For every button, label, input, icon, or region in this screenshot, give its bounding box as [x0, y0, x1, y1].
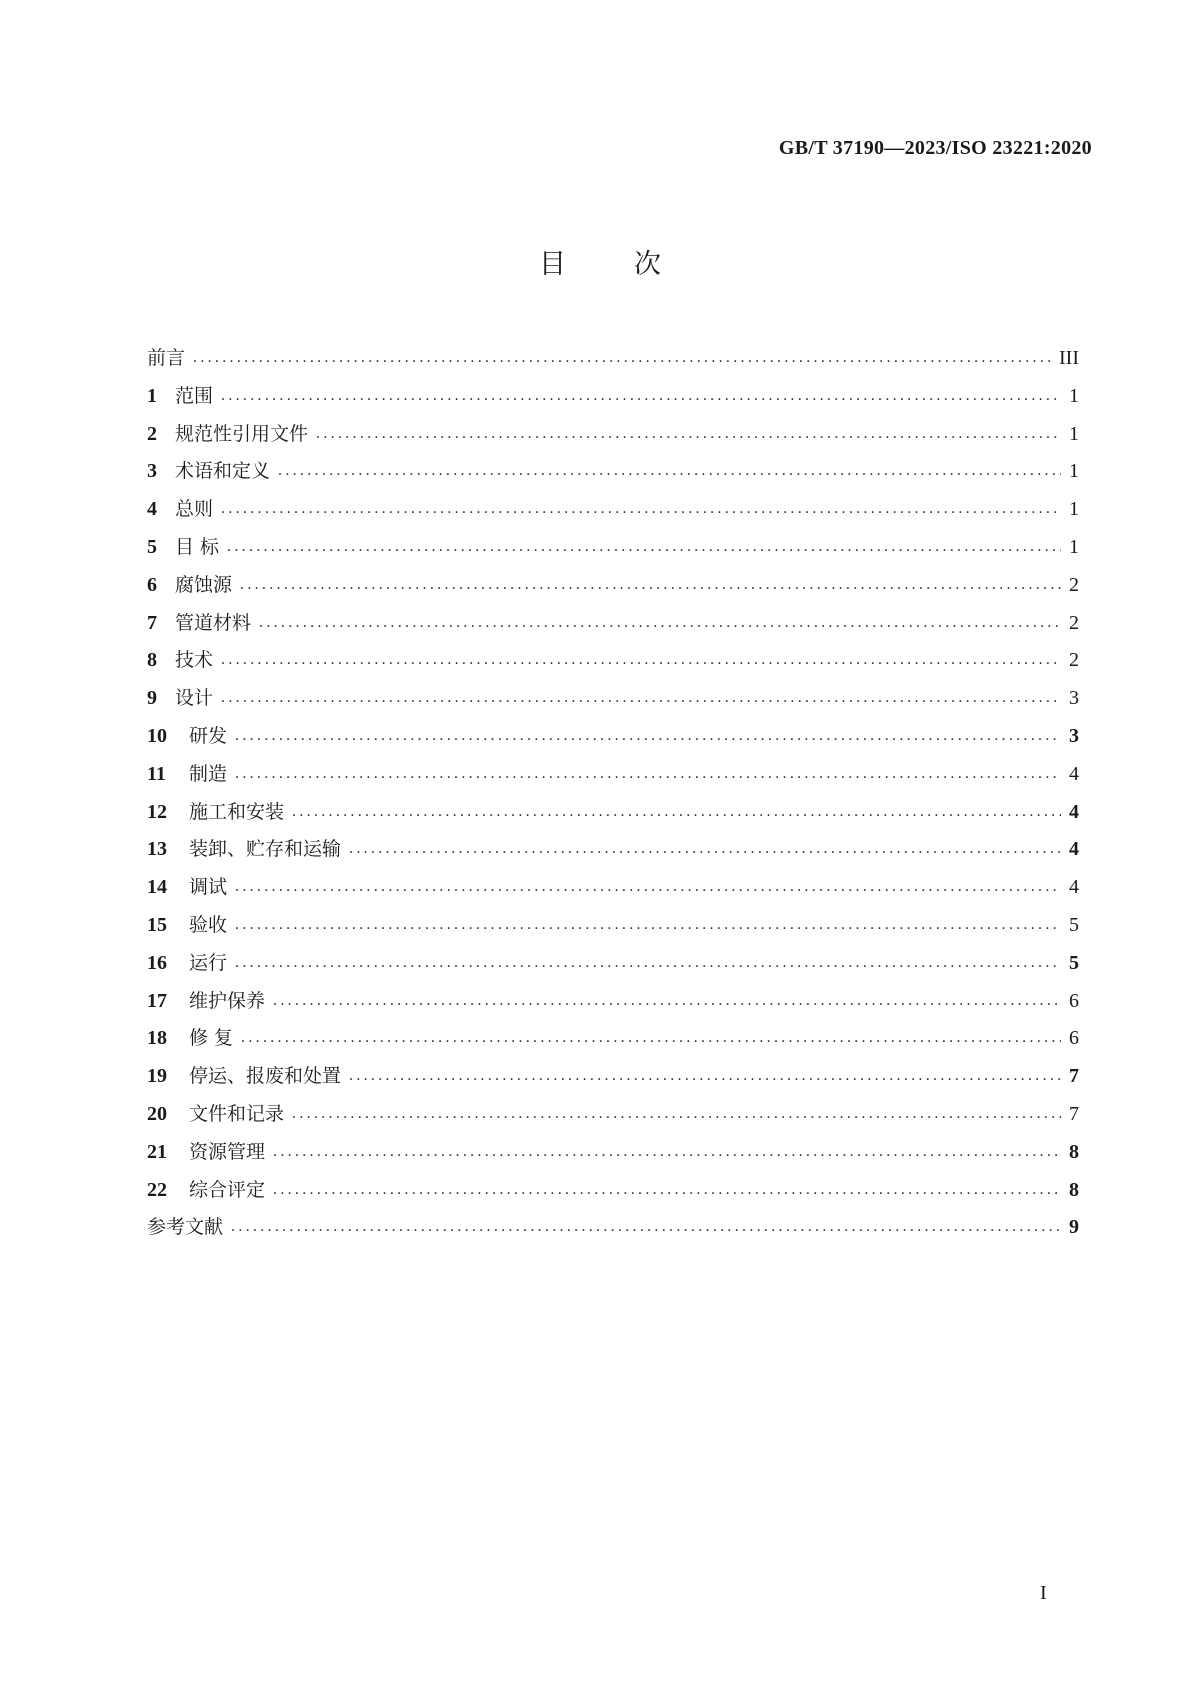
toc-entry-page: 4 [1069, 838, 1079, 861]
toc-entry-label: 范围 [175, 384, 214, 407]
toc-entry-number: 12 [147, 800, 167, 823]
toc-leader-dots [235, 868, 1061, 906]
toc-entry-number: 17 [147, 989, 167, 1012]
toc-entry[interactable] [147, 1020, 1079, 1058]
toc-entry[interactable] [147, 340, 1079, 378]
toc-entry-page: 7 [1069, 1102, 1079, 1125]
toc-leader-dots [235, 717, 1061, 755]
toc-entry-page: 4 [1069, 762, 1079, 785]
toc-entry-page: 2 [1069, 649, 1079, 672]
toc-entry-page: 2 [1069, 611, 1079, 634]
toc-entry-label: 前言 [147, 347, 186, 369]
toc-entry-page: 3 [1069, 724, 1079, 747]
page-number: I [1040, 1582, 1047, 1604]
toc-entry-label: 验收 [189, 913, 228, 936]
toc-entry-label: 施工和安装 [189, 800, 285, 823]
toc-entry-number: 10 [147, 724, 167, 747]
table-of-contents [147, 340, 1079, 1247]
toc-entry-number: 1 [147, 384, 157, 407]
toc-entry-page: 5 [1069, 913, 1079, 936]
toc-entry-number: 21 [147, 1140, 167, 1163]
toc-entry-number: 18 [147, 1027, 167, 1050]
toc-entry-label: 规范性引用文件 [175, 422, 309, 445]
toc-entry[interactable] [147, 718, 1079, 756]
toc-leader-dots [240, 566, 1061, 604]
toc-entry-label: 综合评定 [189, 1178, 266, 1201]
toc-entry[interactable] [147, 680, 1079, 718]
toc-leader-dots [221, 377, 1061, 415]
toc-leader-dots [235, 944, 1061, 982]
toc-entry[interactable] [147, 794, 1079, 832]
toc-leader-dots [273, 1171, 1061, 1209]
toc-leader-dots [259, 604, 1061, 642]
toc-leader-dots [231, 1208, 1061, 1246]
toc-entry-label: 修 复 [189, 1027, 234, 1050]
page-title [0, 242, 1200, 281]
toc-entry-number: 4 [147, 498, 157, 521]
toc-entry-label: 总则 [175, 498, 214, 521]
toc-entry[interactable] [147, 567, 1079, 605]
toc-entry-label: 制造 [189, 762, 228, 785]
toc-leader-dots [193, 339, 1053, 377]
toc-leader-dots [273, 982, 1061, 1020]
toc-leader-dots [221, 641, 1061, 679]
page-title-char-1: 目 [539, 249, 566, 280]
toc-entry-page: 7 [1069, 1065, 1079, 1088]
toc-entry-number: 22 [147, 1178, 167, 1201]
toc-entry[interactable] [147, 605, 1079, 643]
toc-entry-page: 8 [1069, 1140, 1079, 1163]
page-title-char-2: 次 [634, 249, 661, 280]
toc-entry-number: 16 [147, 951, 167, 974]
toc-leader-dots [349, 1057, 1061, 1095]
toc-entry[interactable] [147, 756, 1079, 794]
toc-entry[interactable] [147, 1058, 1079, 1096]
toc-entry-number: 20 [147, 1102, 167, 1125]
toc-entry[interactable] [147, 1096, 1079, 1134]
toc-entry[interactable] [147, 378, 1079, 416]
toc-entry-page: 2 [1069, 573, 1079, 596]
toc-entry-page: 4 [1069, 876, 1079, 899]
toc-entry-number: 14 [147, 876, 167, 899]
toc-entry[interactable] [147, 1172, 1079, 1210]
toc-entry-label: 调试 [189, 876, 228, 899]
toc-entry-label: 设计 [175, 687, 214, 710]
toc-entry-number: 15 [147, 913, 167, 936]
toc-entry-page: 4 [1069, 800, 1079, 823]
toc-leader-dots [278, 452, 1061, 490]
toc-entry-number: 6 [147, 573, 157, 596]
toc-entry-label: 停运、报废和处置 [189, 1065, 342, 1088]
toc-leader-dots [349, 830, 1061, 868]
toc-entry-number: 19 [147, 1065, 167, 1088]
toc-entry-label: 术语和定义 [175, 460, 271, 483]
toc-entry[interactable] [147, 1209, 1079, 1247]
toc-entry-page: 1 [1069, 460, 1079, 483]
toc-entry-label: 腐蚀源 [175, 573, 233, 596]
toc-entry-page: 1 [1069, 498, 1079, 521]
toc-entry[interactable] [147, 491, 1079, 529]
toc-entry-label: 资源管理 [189, 1140, 266, 1163]
toc-entry-label: 装卸、贮存和运输 [189, 838, 342, 861]
toc-entry-number: 11 [147, 762, 166, 785]
toc-entry-page: 1 [1069, 535, 1079, 558]
toc-entry-label: 参考文献 [147, 1216, 224, 1239]
standard-code: GB/T 37190—2023/ISO 23221:2020 [778, 137, 1092, 159]
toc-entry-page: 3 [1069, 687, 1079, 710]
toc-entry-number: 5 [147, 535, 157, 558]
toc-entry-number: 3 [147, 460, 157, 483]
toc-leader-dots [292, 793, 1061, 831]
toc-leader-dots [221, 490, 1061, 528]
toc-entry[interactable] [147, 642, 1079, 680]
toc-entry[interactable] [147, 1134, 1079, 1172]
toc-entry-number: 9 [147, 687, 157, 710]
toc-entry-page: 1 [1069, 384, 1079, 407]
toc-entry[interactable] [147, 945, 1079, 983]
toc-leader-dots [227, 528, 1061, 566]
toc-leader-dots [235, 755, 1061, 793]
toc-leader-dots [273, 1133, 1061, 1171]
toc-entry-label: 目 标 [175, 535, 220, 558]
toc-entry[interactable] [147, 529, 1079, 567]
toc-entry[interactable] [147, 416, 1079, 454]
toc-leader-dots [316, 415, 1061, 453]
toc-entry-number: 13 [147, 838, 167, 861]
toc-entry-page: 6 [1069, 989, 1079, 1012]
toc-leader-dots [241, 1019, 1061, 1057]
toc-leader-dots [292, 1095, 1061, 1133]
toc-entry[interactable] [147, 869, 1079, 907]
toc-entry-page: 8 [1069, 1178, 1079, 1201]
toc-entry[interactable] [147, 831, 1079, 869]
toc-entry-number: 8 [147, 649, 157, 672]
toc-entry-label: 管道材料 [175, 611, 252, 634]
toc-entry-label: 文件和记录 [189, 1102, 285, 1125]
toc-entry-label: 维护保养 [189, 989, 266, 1012]
toc-entry-page: III [1059, 347, 1079, 369]
toc-entry-label: 运行 [189, 951, 228, 974]
toc-entry[interactable] [147, 907, 1079, 945]
toc-entry[interactable] [147, 453, 1079, 491]
toc-entry-label: 研发 [189, 724, 228, 747]
toc-entry-page: 1 [1069, 422, 1079, 445]
toc-entry[interactable] [147, 983, 1079, 1021]
toc-entry-label: 技术 [175, 649, 214, 672]
toc-entry-page: 5 [1069, 951, 1079, 974]
toc-entry-number: 7 [147, 611, 157, 634]
toc-entry-page: 6 [1069, 1027, 1079, 1050]
toc-leader-dots [221, 679, 1061, 717]
toc-entry-number: 2 [147, 422, 157, 445]
toc-leader-dots [235, 906, 1061, 944]
toc-entry-page: 9 [1069, 1216, 1079, 1239]
